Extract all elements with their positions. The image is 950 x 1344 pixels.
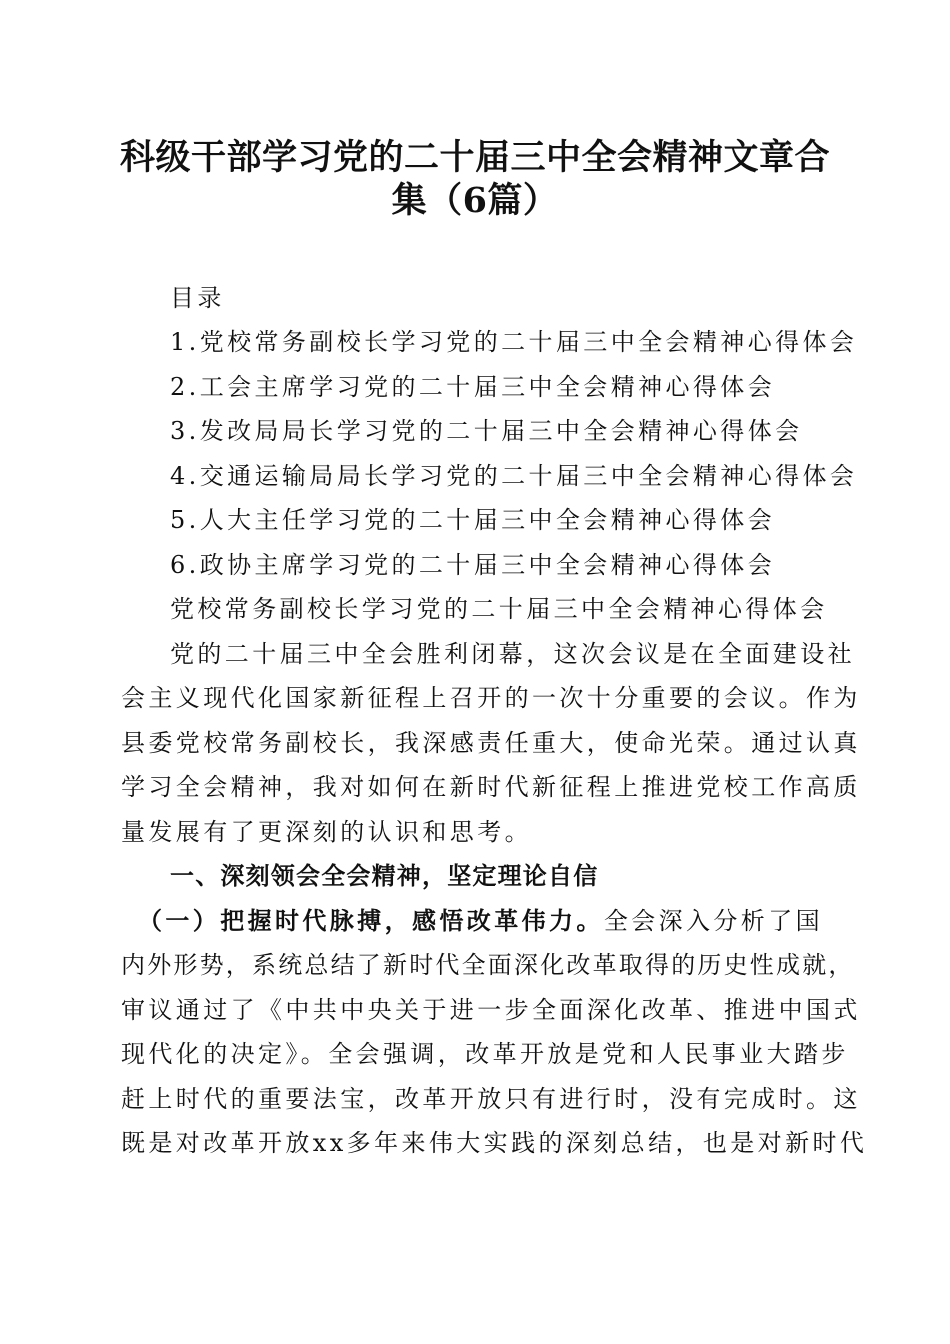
toc-item: 4.交通运输局局长学习党的二十届三中全会精神心得体会 — [170, 462, 858, 490]
paragraph-line: 赶上时代的重要法宝，改革开放只有进行时，没有完成时。这 — [121, 1085, 861, 1113]
document-title-line-1: 科级干部学习党的二十届三中全会精神文章合 — [119, 137, 830, 178]
toc-label: 目录 — [170, 284, 225, 312]
article-title: 党校常务副校长学习党的二十届三中全会精神心得体会 — [170, 595, 828, 623]
paragraph-line: 审议通过了《中共中央关于进一步全面深化改革、推进中国式 — [121, 996, 861, 1024]
toc-item: 5.人大主任学习党的二十届三中全会精神心得体会 — [170, 506, 776, 534]
document-title-line-2: 集（6篇） — [391, 180, 559, 221]
toc-item: 6.政协主席学习党的二十届三中全会精神心得体会 — [170, 551, 776, 579]
paragraph-line: 党的二十届三中全会胜利闭幕，这次会议是在全面建设社 — [170, 640, 855, 668]
paragraph-line: 现代化的决定》。全会强调，改革开放是党和人民事业大踏步 — [121, 1040, 849, 1068]
paragraph-line: 学习全会精神，我对如何在新时代新征程上推进党校工作高质 — [121, 773, 861, 801]
paragraph-line: 县委党校常务副校长，我深感责任重大，使命光荣。通过认真 — [121, 729, 861, 757]
paragraph-line: 既是对改革开放xx多年来伟大实践的深刻总结，也是对新时代 — [121, 1129, 868, 1157]
toc-item: 2.工会主席学习党的二十届三中全会精神心得体会 — [170, 373, 776, 401]
subsection-heading: （一）把握时代脉搏，感悟改革伟力。 — [138, 906, 604, 935]
paragraph-line: 内外形势，系统总结了新时代全面深化改革取得的历史性成就， — [121, 951, 855, 979]
toc-item: 1.党校常务副校长学习党的二十届三中全会精神心得体会 — [170, 328, 858, 356]
toc-item: 3.发改局局长学习党的二十届三中全会精神心得体会 — [170, 417, 803, 445]
paragraph-line: 会主义现代化国家新征程上召开的一次十分重要的会议。作为 — [121, 684, 861, 712]
paragraph-text: 全会深入分析了国 — [603, 907, 824, 935]
paragraph-line — [138, 906, 823, 936]
section-heading: 一、深刻领会全会精神，坚定理论自信 — [170, 862, 599, 890]
paragraph-line: 量发展有了更深刻的认识和思考。 — [121, 818, 532, 846]
